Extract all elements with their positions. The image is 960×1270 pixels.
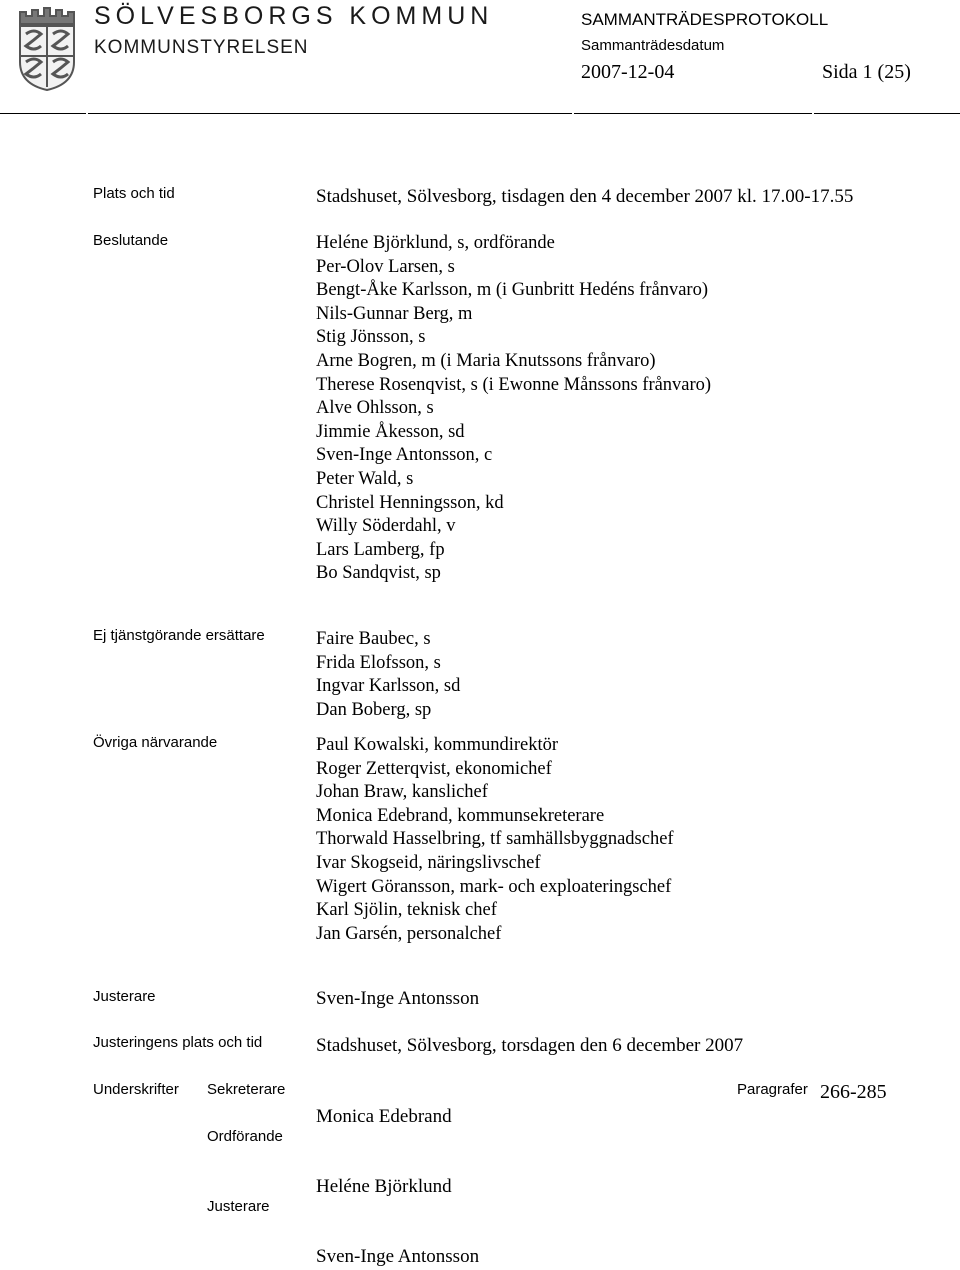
place-label: Plats och tid — [93, 185, 175, 202]
list-item: Roger Zetterqvist, ekonomichef — [316, 758, 552, 779]
list-item: Therese Rosenqvist, s (i Ewonne Månssons frånvaro) — [316, 374, 712, 395]
list-item: Paul Kowalski, kommundirektör — [316, 735, 559, 755]
list-item: Ivar Skogseid, näringslivschef — [316, 852, 541, 873]
page-number: Sida 1 (25) — [822, 61, 911, 83]
list-item: Per-Olov Larsen, s — [316, 256, 455, 277]
header-divider — [0, 113, 86, 114]
list-item: Ingvar Karlsson, sd — [316, 676, 461, 697]
list-item: Willy Söderdahl, v — [316, 516, 456, 537]
signatures-label: Underskrifter — [93, 1081, 179, 1098]
decision-makers-list — [316, 232, 711, 586]
list-item: Johan Braw, kanslichef — [316, 782, 488, 803]
municipal-coat-of-arms-logo — [14, 4, 80, 92]
header-divider — [574, 113, 812, 114]
list-item: Thorwald Hasselbring, tf samhällsbyggnadschef — [316, 829, 674, 850]
list-item: Lars Lamberg, fp — [316, 539, 445, 560]
list-item: Bo Sandqvist, sp — [316, 563, 441, 584]
list-item: Heléne Björklund, s, ordförande — [316, 233, 555, 253]
substitutes-label: Ej tjänstgörande ersättare — [93, 627, 265, 644]
place-value: Stadshuset, Sölvesborg, tisdagen den 4 december 2007 kl. 17.00-17.55 — [316, 186, 854, 207]
adjustment-place-value: Stadshuset, Sölvesborg, torsdagen den 6 december 2007 — [316, 1035, 744, 1056]
others-present-list — [316, 734, 674, 946]
board-name: KOMMUNSTYRELSEN — [94, 37, 309, 58]
list-item: Wigert Göransson, mark- och exploateringschef — [316, 876, 672, 897]
chair-label: Ordförande — [207, 1128, 283, 1145]
decision-makers-label: Beslutande — [93, 232, 169, 249]
adjustment-place-label: Justeringens plats och tid — [93, 1034, 263, 1051]
list-item: Frida Elofsson, s — [316, 652, 441, 673]
list-item: Stig Jönsson, s — [316, 327, 426, 348]
list-item: Nils-Gunnar Berg, m — [316, 303, 473, 324]
meeting-date-label: Sammanträdesdatum — [581, 37, 725, 54]
list-item: Faire Baubec, s — [316, 629, 431, 649]
header-divider — [814, 113, 960, 114]
adjuster-label: Justerare — [93, 988, 156, 1005]
list-item: Dan Boberg, sp — [316, 699, 432, 720]
others-present-label: Övriga närvarande — [93, 734, 218, 751]
secretary-name: Monica Edebrand — [316, 1106, 452, 1127]
meeting-date: 2007-12-04 — [581, 61, 675, 83]
municipality-name: SÖLVESBORGS KOMMUN — [94, 2, 494, 30]
signature-adjuster-name: Sven-Inge Antonsson — [316, 1246, 480, 1267]
list-item: Peter Wald, s — [316, 468, 414, 489]
adjuster-value: Sven-Inge Antonsson — [316, 988, 480, 1009]
substitutes-list — [316, 628, 460, 722]
secretary-label: Sekreterare — [207, 1081, 286, 1098]
list-item: Monica Edebrand, kommunsekreterare — [316, 805, 605, 826]
document-type: SAMMANTRÄDESPROTOKOLL — [581, 10, 829, 29]
chair-name: Heléne Björklund — [316, 1176, 452, 1197]
header-divider — [88, 113, 572, 114]
list-item: Sven-Inge Antonsson, c — [316, 445, 493, 466]
list-item: Christel Henningsson, kd — [316, 492, 504, 513]
list-item: Bengt-Åke Karlsson, m (i Gunbritt Hedéns frånvaro) — [316, 280, 708, 301]
paragraphs-label: Paragrafer — [737, 1081, 808, 1098]
list-item: Arne Bogren, m (i Maria Knutssons frånvaro) — [316, 350, 656, 371]
list-item: Karl Sjölin, teknisk chef — [316, 900, 497, 921]
signature-adjuster-label: Justerare — [207, 1198, 270, 1215]
paragraphs-value: 266-285 — [820, 1081, 887, 1103]
list-item: Jimmie Åkesson, sd — [316, 421, 465, 442]
list-item: Alve Ohlsson, s — [316, 398, 434, 419]
list-item: Jan Garsén, personalchef — [316, 923, 502, 944]
